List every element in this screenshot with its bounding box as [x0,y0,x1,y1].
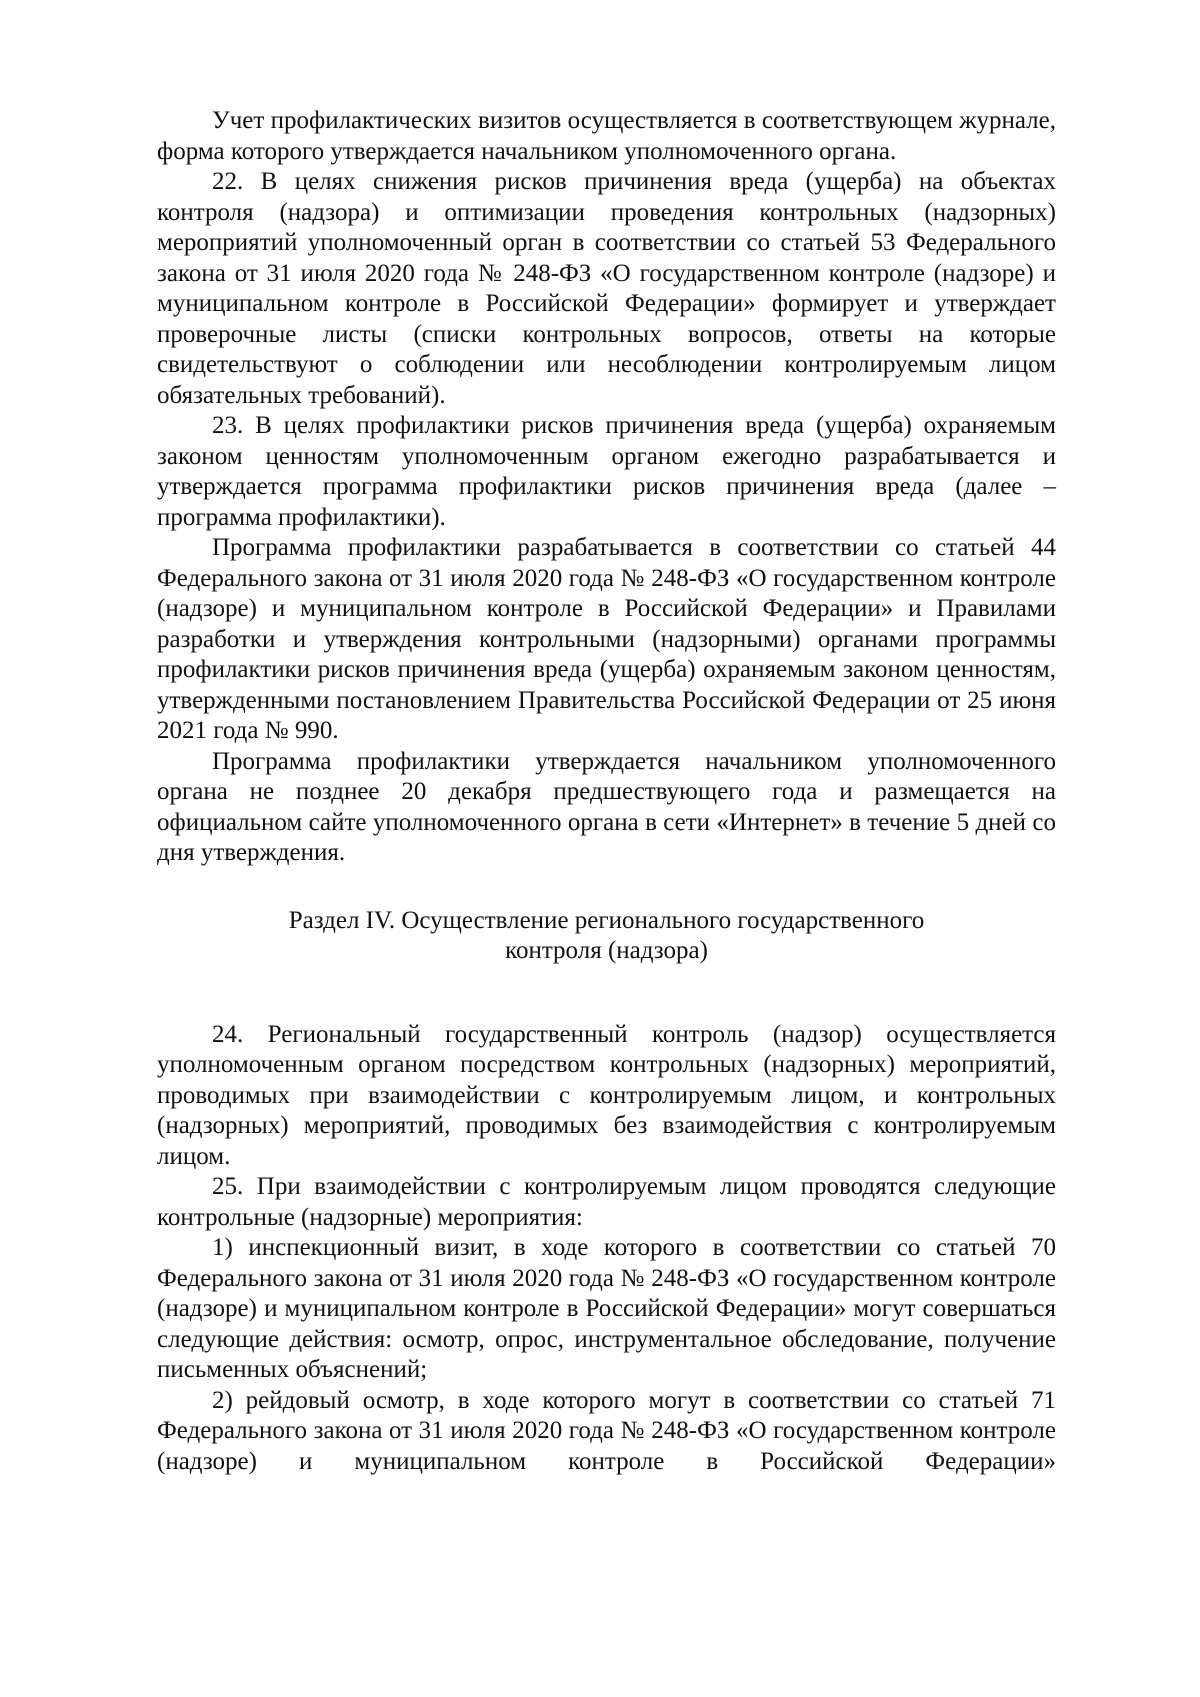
paragraph-program-approval: Программа профилактики утверждается начальником уполномоченного органа не позднее 20 декабря предшествующего года и размещается на официальном сайте уполномоченного органа в сети «Интернет» в течение 5 дней со дня утверждения. [157,747,1056,866]
list-item-inspection-visit: 1) инспекционный визит, в ходе которого в соответствии со статьей 70 Федерального закона от 31 июля 2020 года № 248-ФЗ «О государственном контроле (надзоре) и муниципальном контроле в Российской Федерации» могут совершаться следующие действия: осмотр, опрос, инструментальное обследование, получение письменных объяснений; [157,1234,1056,1383]
paragraph-journal-accounting: Учет профилактических визитов осуществляется в соответствующем журнале, форма которого утверждается начальником уполномоченного органа. [157,107,1056,165]
paragraph-program-development: Программа профилактики разрабатывается в соответствии со статьей 44 Федерального закона от 31 июля 2020 года № 248-ФЗ «О государственном контроле (надзоре) и муниципальном контроле в Российской Федерации» и Правилами разработки и утверждения контрольными (надзорными) органами программы профилактики рисков причинения вреда (ущерба) охраняемым законом ценностям, утвержденными постановлением Правительства Российской Федерации от 25 июня 2021 года № 990. [157,534,1056,744]
paragraph-24-control-activities: 24. Региональный государственный контроль (надзор) осуществляется уполномоченным органом посредством контрольных (надзорных) мероприятий, проводимых при взаимодействии с контролируемым лицом, и контрольных (надзорных) мероприятий, проводимых без взаимодействия с контролируемым лицом. [157,1020,1056,1170]
document-page [157,106,1056,1477]
paragraph-23-prevention-program: 23. В целях профилактики рисков причинения вреда (ущерба) охраняемым законом ценностям уполномоченным органом ежегодно разрабатывается и утверждается программа профилактики рисков причинения вреда (далее – программа профилактики). [157,412,1056,531]
paragraph-25-interaction-activities: 25. При взаимодействии с контролируемым лицом проводятся следующие контрольные (надзорные) мероприятия: [157,1173,1056,1231]
section-heading-line-1: Раздел IV. Осуществление регионального государственного [288,906,925,934]
list-item-raid-inspection: 2) рейдовый осмотр, в ходе которого могут в соответствии со статьей 71 Федерального закона от 31 июля 2020 года № 248-ФЗ «О государственном контроле (надзоре) и муниципальном контроле в Российской Федерации» [157,1386,1056,1475]
section-heading [157,906,1056,967]
paragraph-22-checklists: 22. В целях снижения рисков причинения вреда (ущерба) на объектах контроля (надзора) и оптимизации проведения контрольных (надзорных) мероприятий уполномоченный орган в соответствии со статьей 53 Федерального закона от 31 июля 2020 года № 248-ФЗ «О государственном контроле (надзоре) и муниципальном контроле в Российской Федерации» формирует и утверждает проверочные листы (списки контрольных вопросов, ответы на которые свидетельствуют о соблюдении или несоблюдении контролируемым лицом обязательных требований). [157,168,1056,409]
section-heading-line-2: контроля (надзора) [505,937,708,964]
